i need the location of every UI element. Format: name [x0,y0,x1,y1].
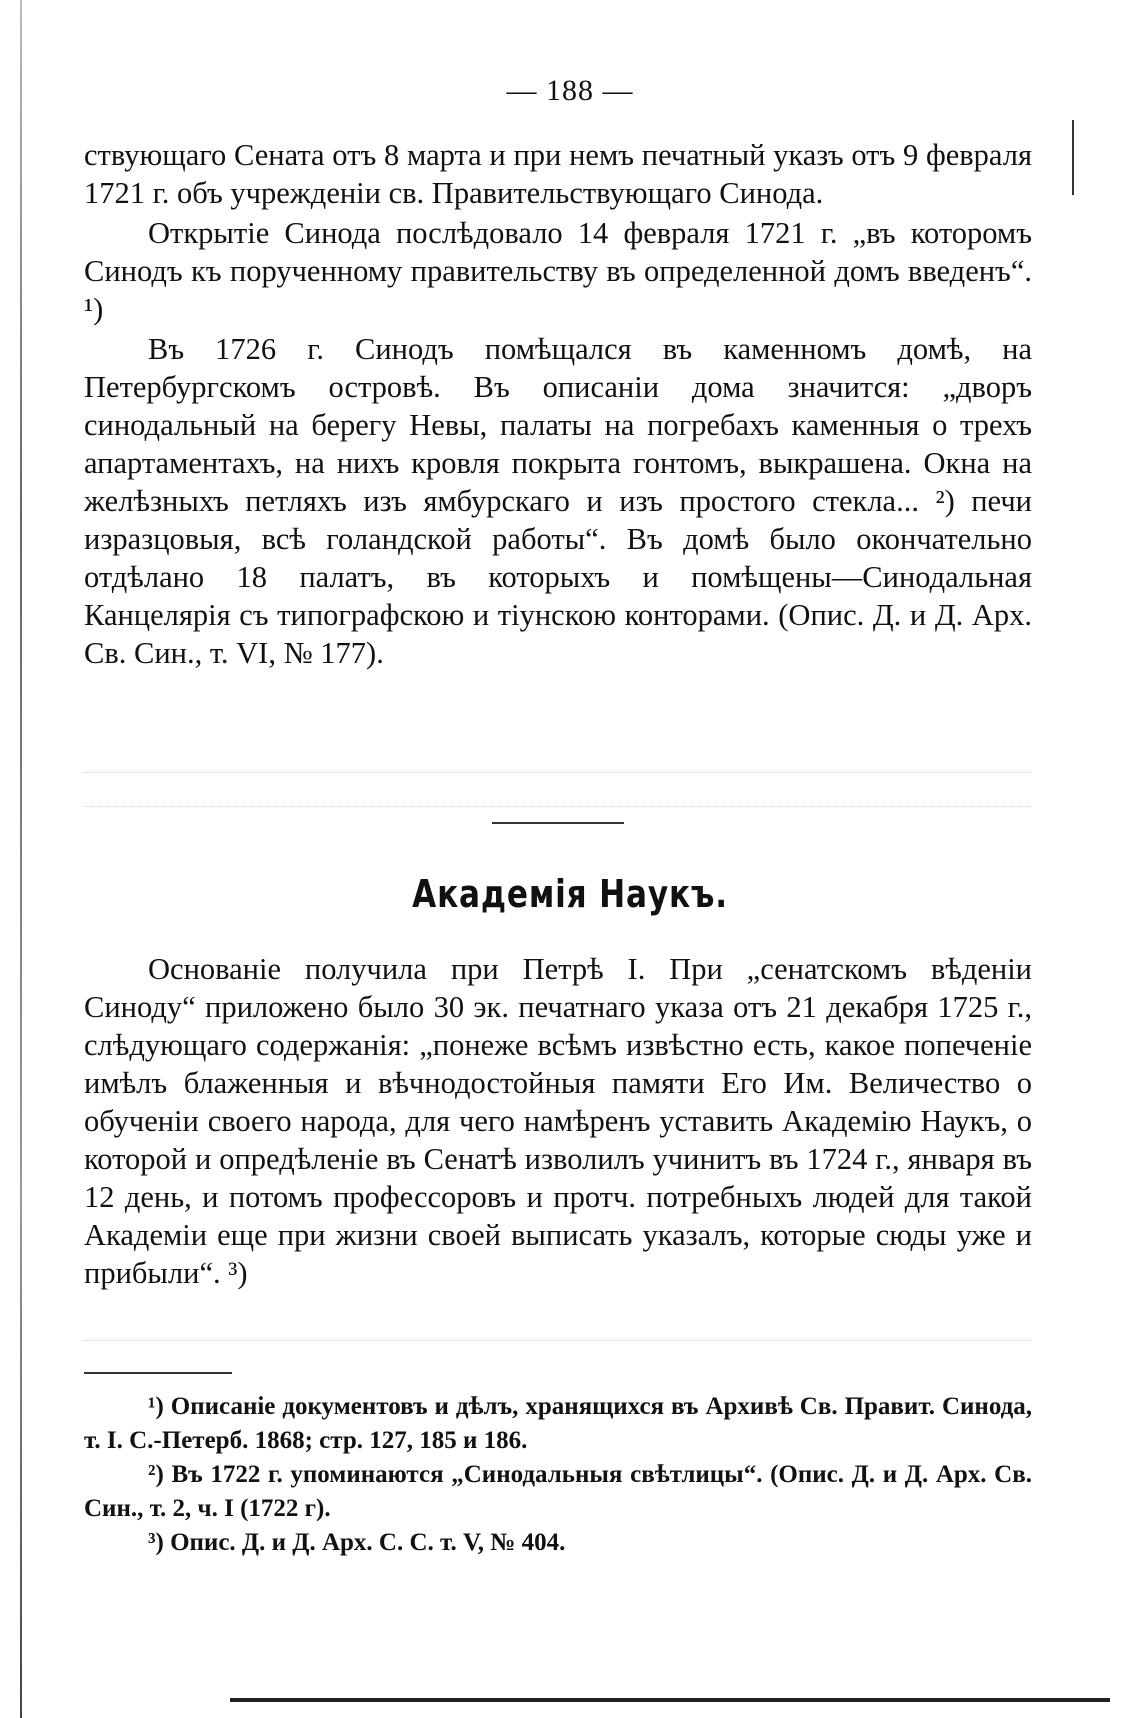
page-number: — 188 — [506,74,634,107]
paragraph-synod-house: Въ 1726 г. Синодъ помѣщался въ каменномъ домѣ, на Петербургскомъ островѣ. Въ описаніи дома значится: „дворъ синодальный на берегу Невы, палаты на погребахъ каменныя о трехъ апартаментахъ, на нихъ кровля покрыта гонтомъ, выкрашена. Окна на желѣзныхъ петляхъ изъ ямбурскаго и изъ простого стекла... ²) печи изразцовыя, всѣ голандской работы“. Въ домѣ было окончательно отдѣлано 18 палатъ, въ которыхъ и помѣщены—Синодальная Канцелярія съ типографскою и тіунскою конторами. (Опис. Д. и Д. Арх. Св. Син., т. VI, № 177). [84,332,1032,670]
page-edge-left [20,0,22,1718]
main-text-top [84,136,1032,672]
footnote-3: ³) Опис. Д. и Д. Арх. С. С. т. V, № 404. [148,1529,566,1556]
paragraph-academy-founding: Основаніе получила при Петрѣ I. При „сенатскомъ вѣденіи Синоду“ приложено было 30 эк. печатнаго указа отъ 21 декабря 1725 г., слѣдующаго содержанія: „понеже всѣмъ извѣстно есть, какое попеченіе имѣлъ блаженныя и вѣчнодостойныя памяти Его Им. Величество о обученіи своего народа, для чего намѣренъ уставить Академію Наукъ, о которой и опредѣленіе въ Сенатѣ изволилъ учинитъ въ 1724 г., января въ 12 день, и потомъ профессоровъ и протч. потребныхъ людей для такой Академіи еще при жизни своей выписать указалъ, которые сюды уже и прибыли“. ³) [84,952,1032,1290]
page-edge-right-mark [1072,120,1074,195]
paragraph-synod-opening: Открытіе Синода послѣдовало 14 февраля 1721 г. „въ которомъ Синодъ къ порученному правительству въ определенной домъ введенъ“. ¹) [84,216,1032,326]
main-text-academy [84,950,1032,1292]
paragraph-senate-decree: ствующаго Сената отъ 8 марта и при немъ печатный указъ отъ 9 февраля 1721 г. объ учрежденіи св. Правительствующаго Синода. [84,138,1032,210]
section-heading: Академія Наукъ. [412,872,728,916]
bleed-through-line [84,772,1032,795]
section-separator-rule [492,822,624,824]
page-edge-bottom [230,1698,1110,1702]
footnote-2: ²) Въ 1722 г. упоминаются „Синодальныя свѣтлицы“. (Опис. Д. и Д. Арх. Св. Син., т. 2, ч. I (1722 г). [84,1461,1032,1522]
footnotes [84,1390,1032,1560]
footnote-rule [84,1372,232,1374]
bleed-through-line [84,806,1032,829]
bleed-through-line [84,1340,1032,1363]
footnote-1: ¹) Описаніе документовъ и дѣлъ, хранящихся въ Архивѣ Св. Правит. Синода, т. I. С.-Петерб. 1868; стр. 127, 185 и 186. [84,1393,1032,1454]
